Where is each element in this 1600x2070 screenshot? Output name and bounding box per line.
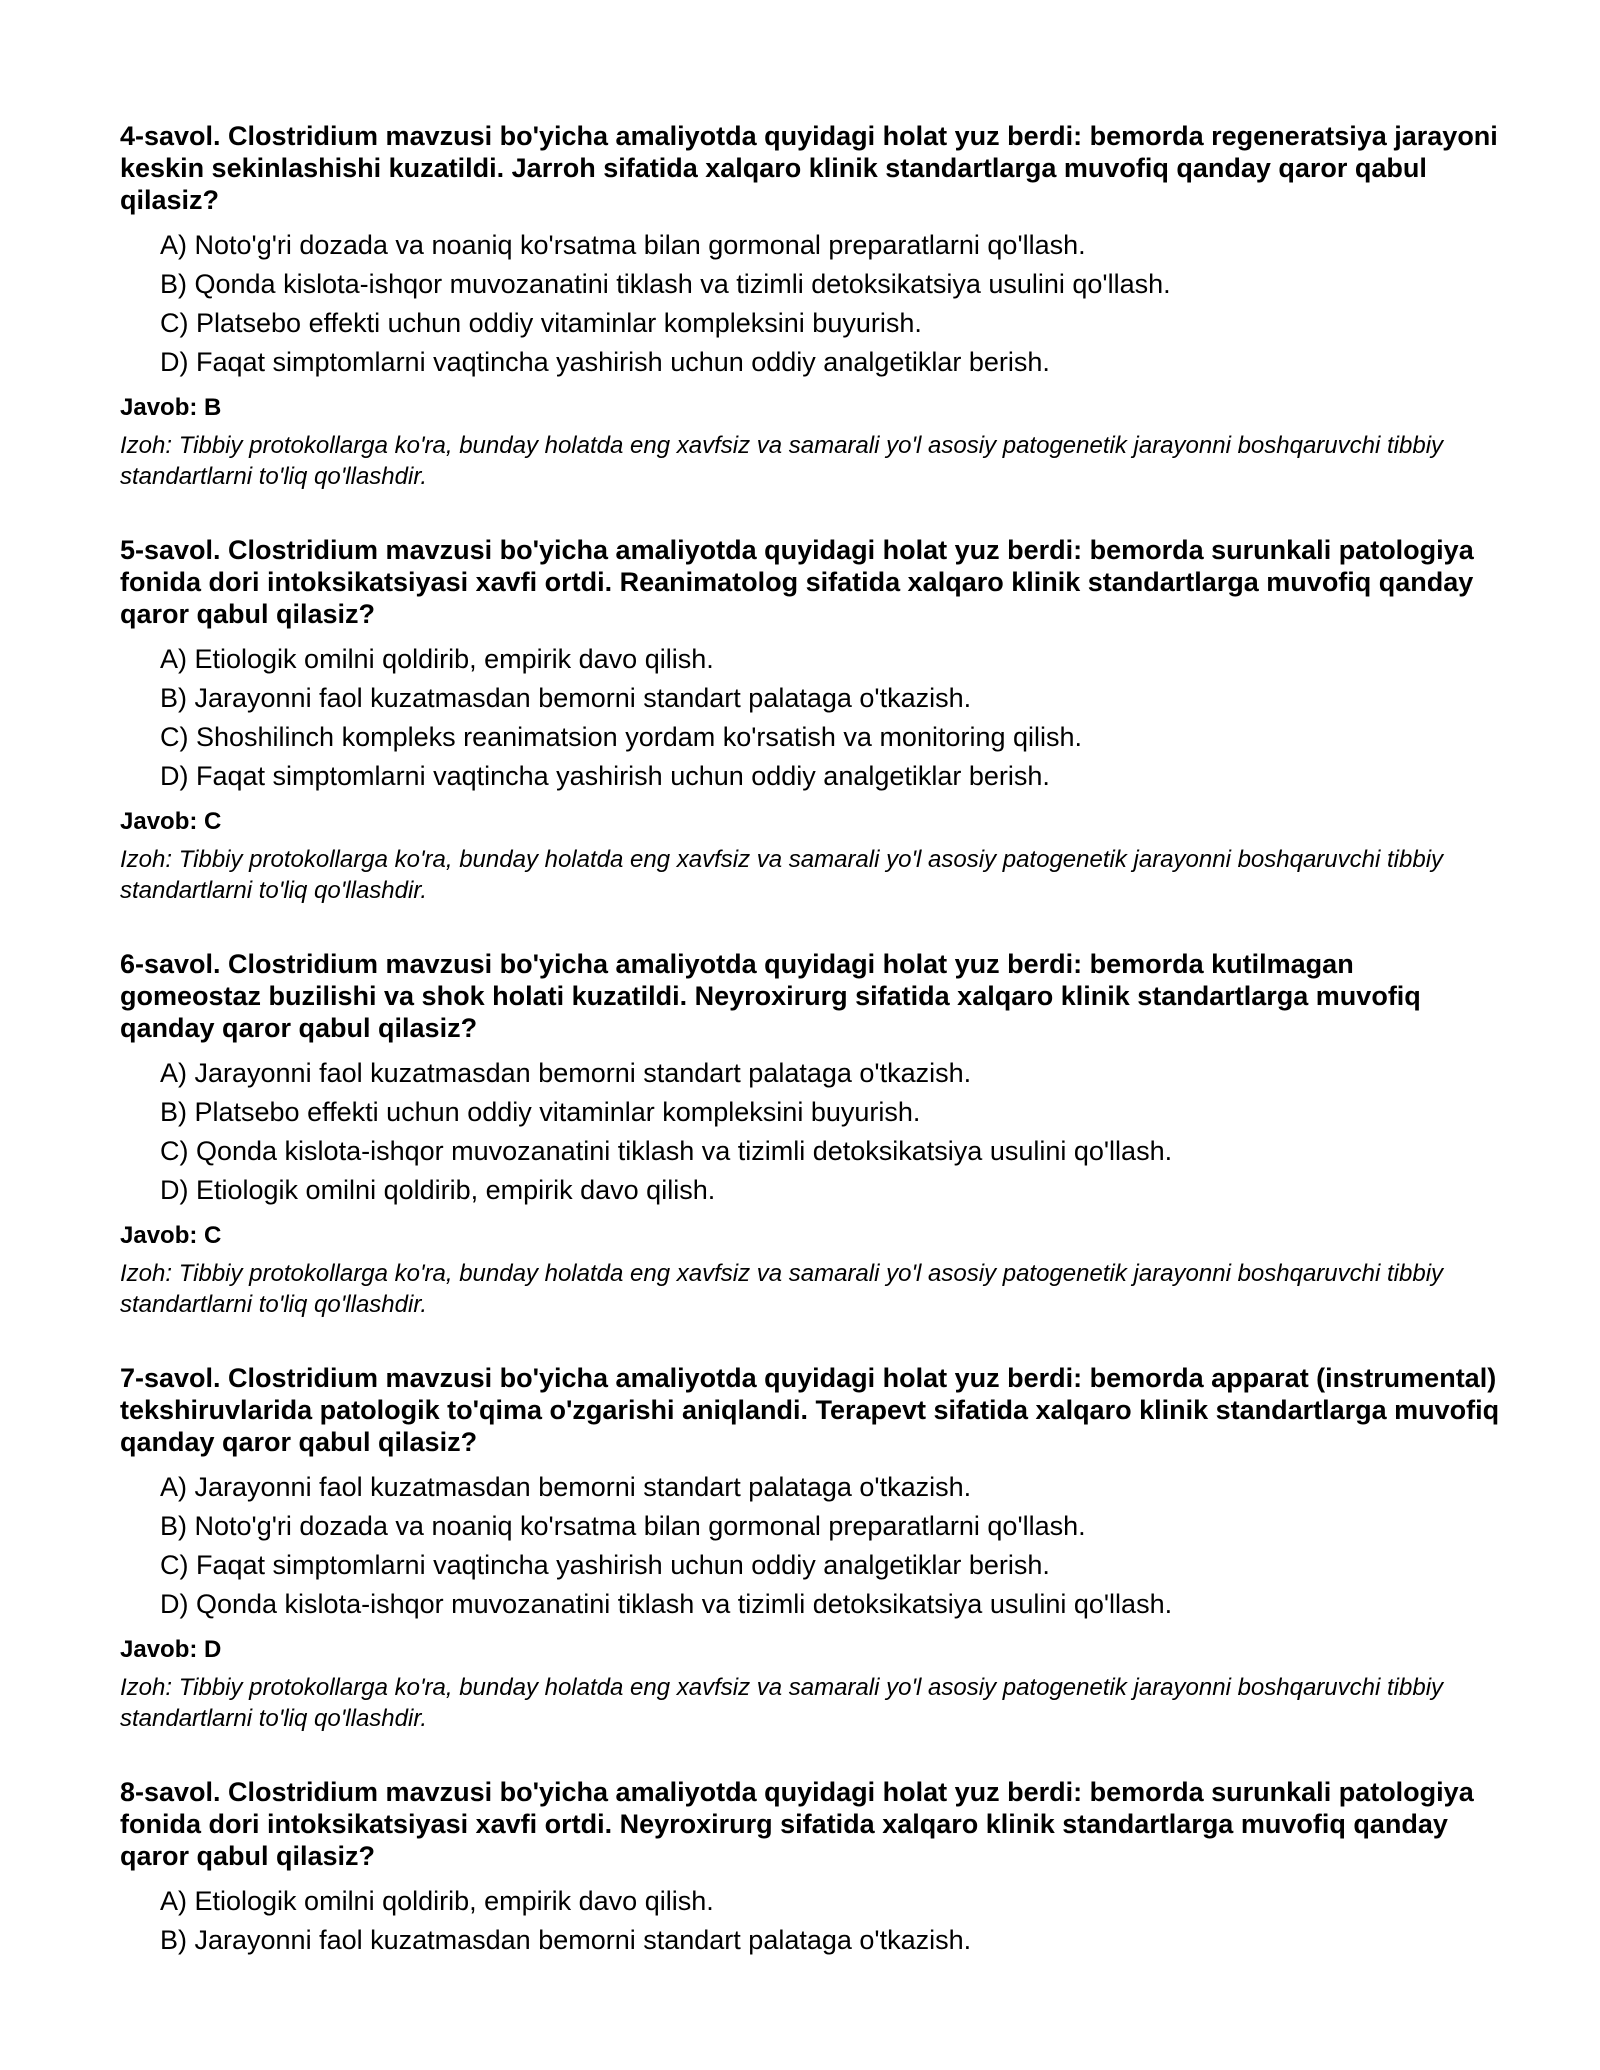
options-list [120, 226, 1500, 382]
option-b: B) Qonda kislota-ishqor muvozanatini tiklash va tizimli detoksikatsiya usulini qo'llash. [160, 269, 1171, 299]
option-d: D) Faqat simptomlarni vaqtincha yashirish uchun oddiy analgetiklar berish. [160, 761, 1050, 791]
question-4 [120, 120, 1500, 492]
options-list [120, 1468, 1500, 1624]
question-text: 8-savol. Clostridium mavzusi bo'yicha amaliyotda quyidagi holat yuz berdi: bemorda surunkali patologiya fonida dori intoksikatsiyasi xavfi ortdi. Neyroxirurg sifatida xalqaro klinik standartlarga muvofiq qanday qaror qabul qilasiz? [120, 1777, 1474, 1871]
question-7 [120, 1362, 1500, 1734]
option-a: A) Etiologik omilni qoldirib, empirik davo qilish. [160, 644, 714, 674]
option-c: C) Qonda kislota-ishqor muvozanatini tiklash va tizimli detoksikatsiya usulini qo'llash. [160, 1136, 1173, 1166]
option-a: A) Etiologik omilni qoldirib, empirik davo qilish. [160, 1886, 714, 1916]
question-8 [120, 1776, 1500, 1960]
answer: Javob: C [120, 808, 222, 835]
question-text: 4-savol. Clostridium mavzusi bo'yicha amaliyotda quyidagi holat yuz berdi: bemorda regeneratsiya jarayoni keskin sekinlashishi kuzatildi. Jarroh sifatida xalqaro klinik standartlarga muvofiq qanday qaror qabul qilasiz? [120, 121, 1498, 215]
option-b: B) Noto'g'ri dozada va noaniq ko'rsatma bilan gormonal preparatlarni qo'llash. [160, 1511, 1086, 1541]
option-d: D) Etiologik omilni qoldirib, empirik davo qilish. [160, 1175, 716, 1205]
option-d: D) Faqat simptomlarni vaqtincha yashirish uchun oddiy analgetiklar berish. [160, 347, 1050, 377]
options-list [120, 640, 1500, 796]
option-a: A) Jarayonni faol kuzatmasdan bemorni standart palataga o'tkazish. [160, 1058, 972, 1088]
answer: Javob: B [120, 394, 222, 421]
options-list [120, 1882, 1500, 1960]
option-d: D) Qonda kislota-ishqor muvozanatini tiklash va tizimli detoksikatsiya usulini qo'llash. [160, 1589, 1173, 1619]
answer: Javob: D [120, 1636, 222, 1663]
options-list [120, 1054, 1500, 1210]
document-page [120, 120, 1500, 2002]
option-c: C) Shoshilinch kompleks reanimatsion yordam ko'rsatish va monitoring qilish. [160, 722, 1083, 752]
option-b: B) Jarayonni faol kuzatmasdan bemorni standart palataga o'tkazish. [160, 683, 972, 713]
explanation: Izoh: Tibbiy protokollarga ko'ra, bunday holatda eng xavfsiz va samarali yo'l asosiy patogenetik jarayonni boshqaruvchi tibbiy standartlarni to'liq qo'llashdir. [120, 846, 1444, 904]
option-b: B) Jarayonni faol kuzatmasdan bemorni standart palataga o'tkazish. [160, 1925, 972, 1955]
option-c: C) Faqat simptomlarni vaqtincha yashirish uchun oddiy analgetiklar berish. [160, 1550, 1050, 1580]
option-c: C) Platsebo effekti uchun oddiy vitaminlar kompleksini buyurish. [160, 308, 922, 338]
question-text: 6-savol. Clostridium mavzusi bo'yicha amaliyotda quyidagi holat yuz berdi: bemorda kutilmagan gomeostaz buzilishi va shok holati kuzatildi. Neyroxirurg sifatida xalqaro klinik standartlarga muvofiq qanday qaror qabul qilasiz? [120, 949, 1421, 1043]
question-text: 5-savol. Clostridium mavzusi bo'yicha amaliyotda quyidagi holat yuz berdi: bemorda surunkali patologiya fonida dori intoksikatsiyasi xavfi ortdi. Reanimatolog sifatida xalqaro klinik standartlarga muvofiq qanday qaror qabul qilasiz? [120, 535, 1474, 629]
question-6 [120, 948, 1500, 1320]
explanation: Izoh: Tibbiy protokollarga ko'ra, bunday holatda eng xavfsiz va samarali yo'l asosiy patogenetik jarayonni boshqaruvchi tibbiy standartlarni to'liq qo'llashdir. [120, 1674, 1444, 1732]
option-a: A) Jarayonni faol kuzatmasdan bemorni standart palataga o'tkazish. [160, 1472, 972, 1502]
explanation: Izoh: Tibbiy protokollarga ko'ra, bunday holatda eng xavfsiz va samarali yo'l asosiy patogenetik jarayonni boshqaruvchi tibbiy standartlarni to'liq qo'llashdir. [120, 1260, 1444, 1318]
option-a: A) Noto'g'ri dozada va noaniq ko'rsatma bilan gormonal preparatlarni qo'llash. [160, 230, 1086, 260]
option-b: B) Platsebo effekti uchun oddiy vitaminlar kompleksini buyurish. [160, 1097, 921, 1127]
question-text: 7-savol. Clostridium mavzusi bo'yicha amaliyotda quyidagi holat yuz berdi: bemorda apparat (instrumental) tekshiruvlarida patologik to'qima o'zgarishi aniqlandi. Terapevt sifatida xalqaro klinik standartlarga muvofiq qanday qaror qabul qilasiz? [120, 1363, 1500, 1457]
explanation: Izoh: Tibbiy protokollarga ko'ra, bunday holatda eng xavfsiz va samarali yo'l asosiy patogenetik jarayonni boshqaruvchi tibbiy standartlarni to'liq qo'llashdir. [120, 432, 1444, 490]
question-5 [120, 534, 1500, 906]
answer: Javob: C [120, 1222, 222, 1249]
